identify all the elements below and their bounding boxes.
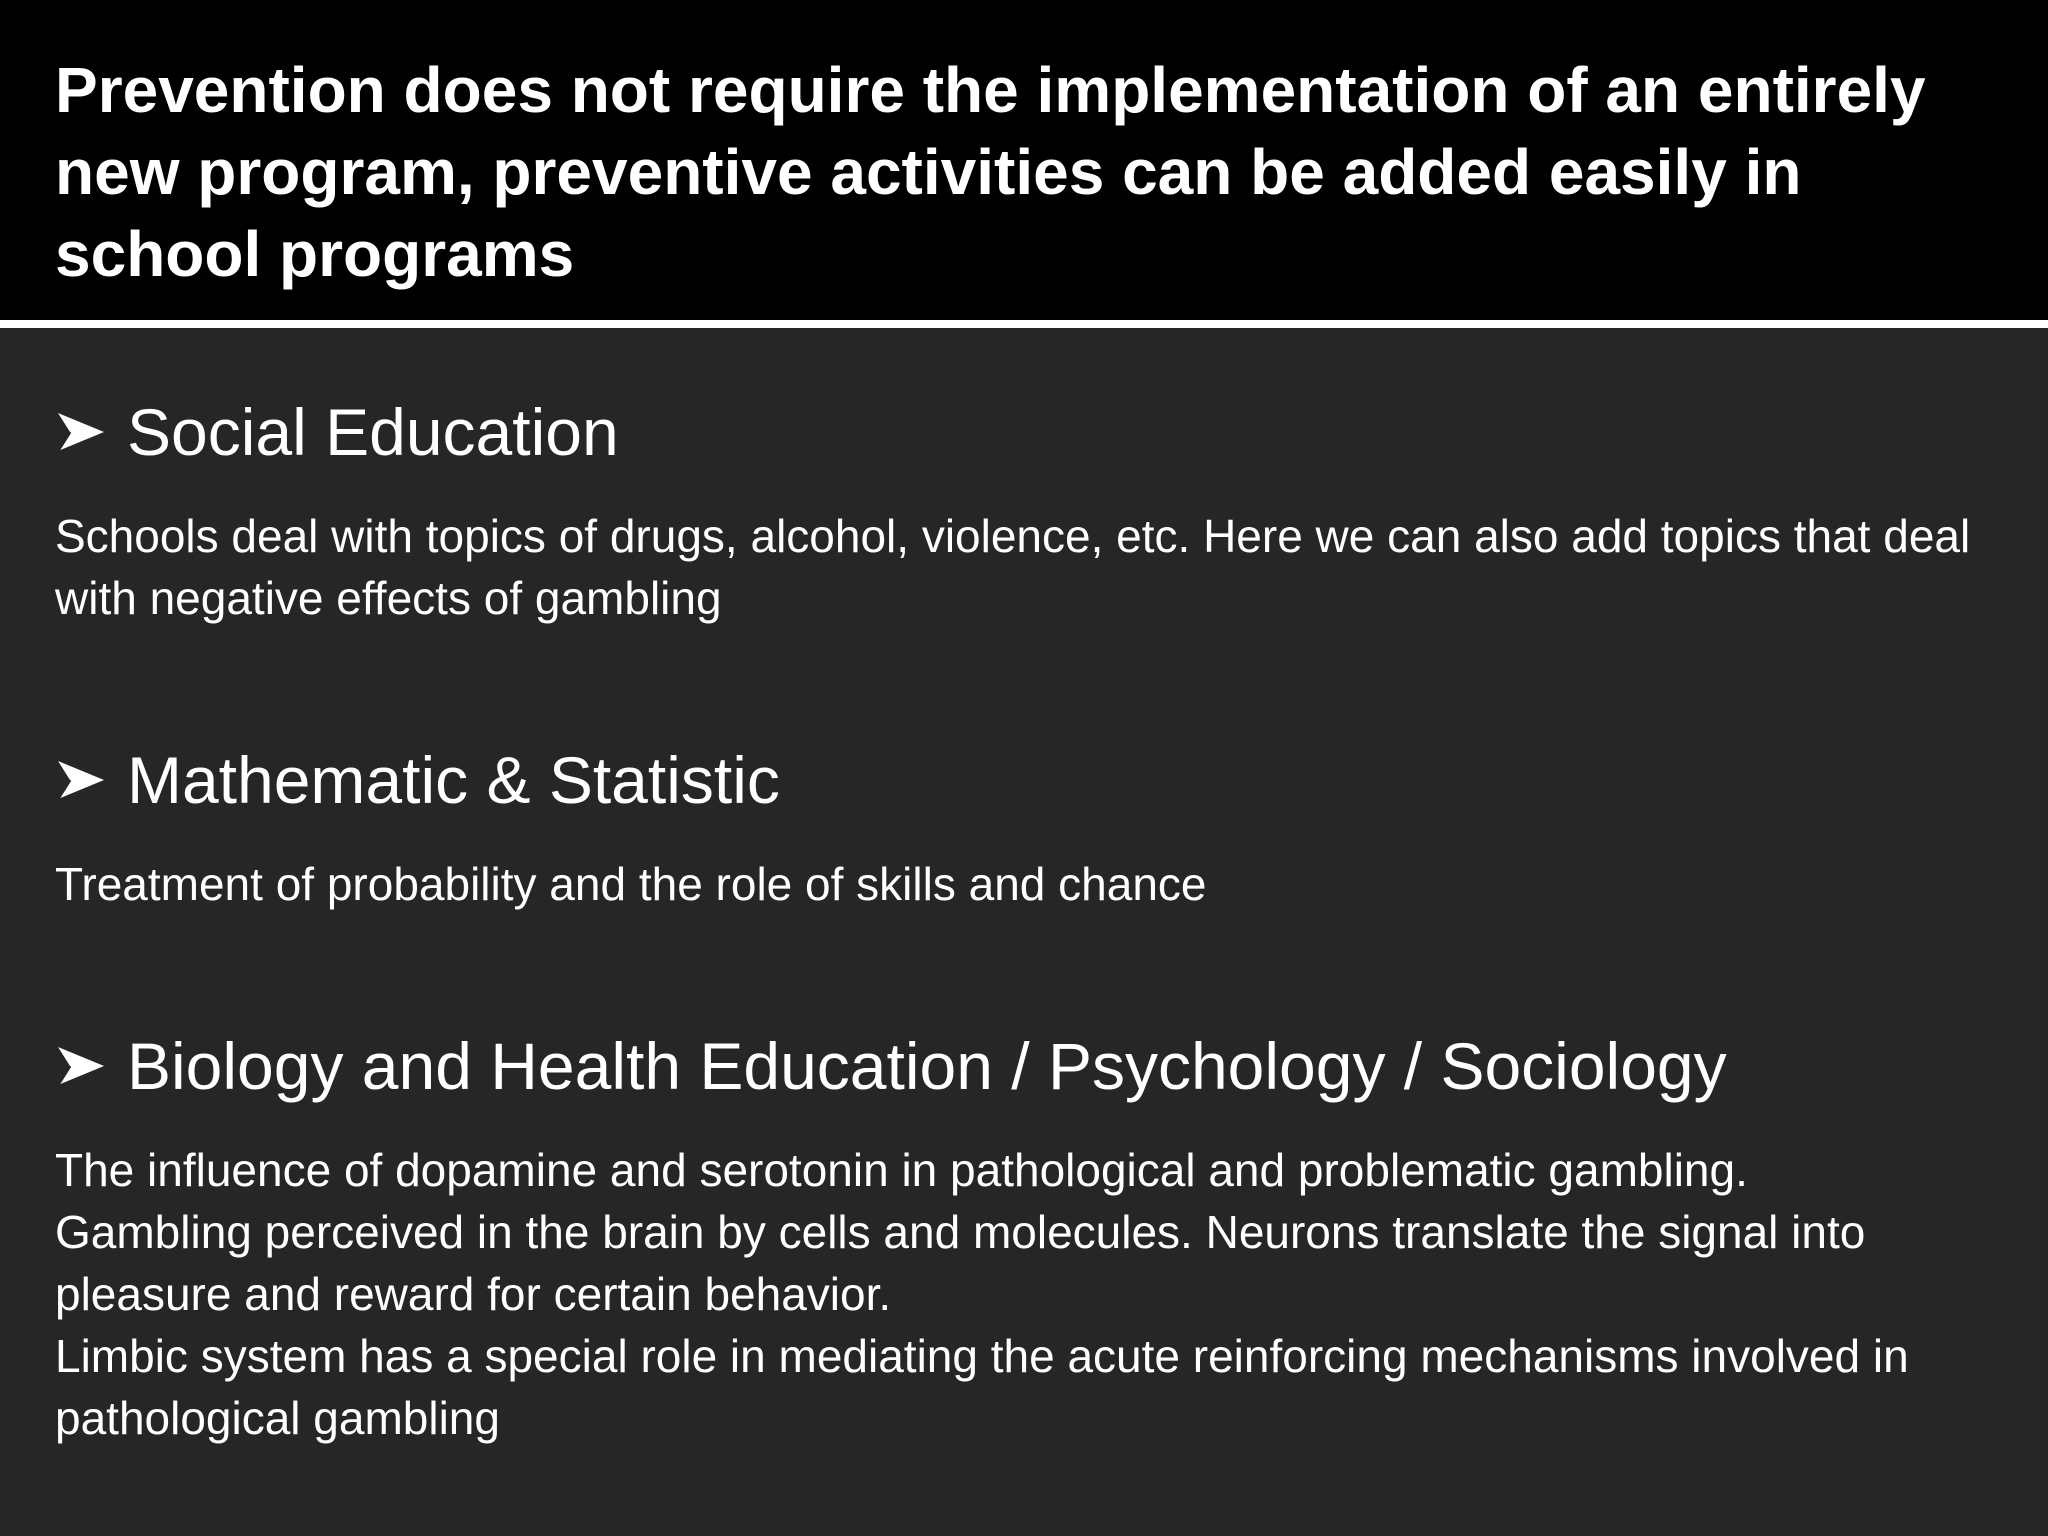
section-heading-text: Social Education bbox=[127, 395, 619, 469]
slide-header bbox=[0, 0, 2048, 320]
section-body-biology-health-education: The influence of dopamine and serotonin in pathological and problematic gambling. Gambling perceived in the brain by cells and molecules. Neurons translate the signal into pleasure and reward for certain behavior. Limbic system has a special role in mediating the acute reinforcing mechanisms involved in pathological gambling bbox=[55, 1144, 1909, 1444]
arrow-bullet-icon bbox=[55, 754, 107, 806]
arrow-bullet-icon bbox=[55, 1040, 107, 1092]
section-heading-text: Biology and Health Education / Psychology / Sociology bbox=[127, 1029, 1727, 1103]
section-heading-text: Mathematic & Statistic bbox=[127, 743, 780, 817]
arrow-bullet-icon bbox=[55, 406, 107, 458]
section-heading-mathematic-statistic bbox=[55, 741, 780, 819]
section-heading-social-education bbox=[55, 393, 619, 471]
slide-title: Prevention does not require the implementation of an entirely new program, preventive activities can be added easily in school programs bbox=[55, 54, 1926, 290]
section-body-mathematic-statistic: Treatment of probability and the role of skills and chance bbox=[55, 858, 1207, 910]
section-body-social-education: Schools deal with topics of drugs, alcohol, violence, etc. Here we can also add topics that deal with negative effects of gambling bbox=[55, 510, 1971, 624]
section-heading-biology-health-education bbox=[55, 1027, 1727, 1105]
header-divider bbox=[0, 320, 2048, 328]
